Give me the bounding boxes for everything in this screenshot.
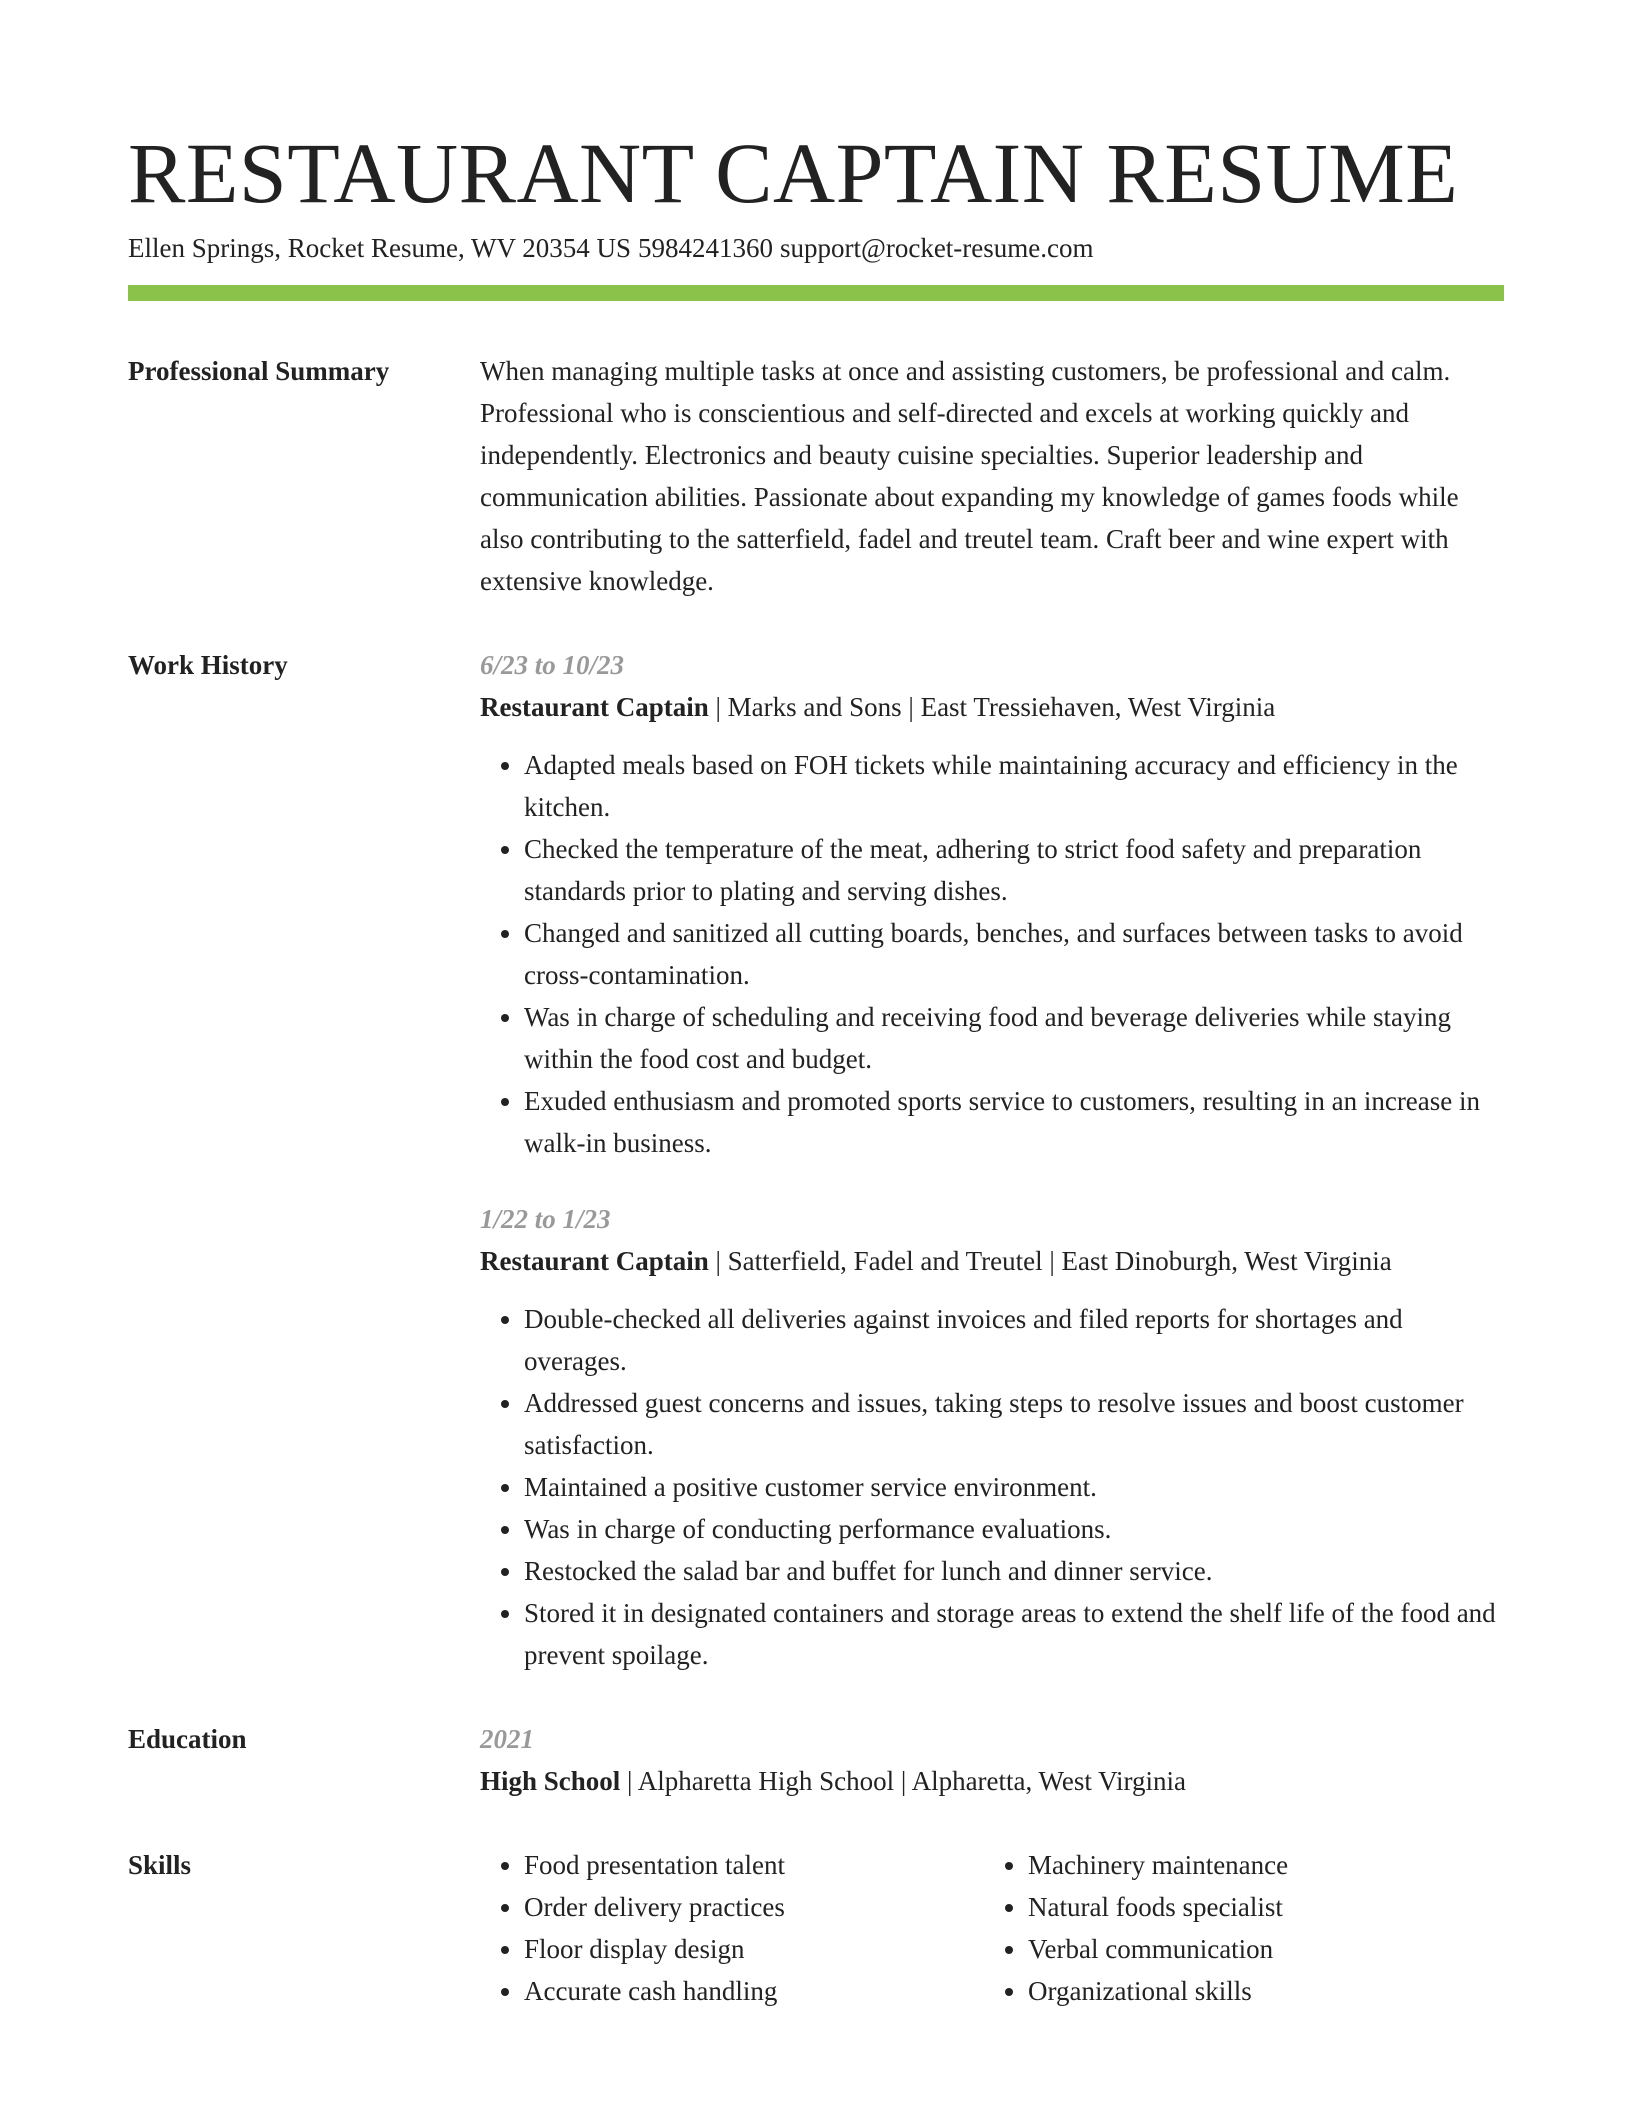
education-section [128,1718,1504,1802]
summary-section [128,350,1504,602]
contact-line [128,230,1094,266]
job-bullet: • Stored it in designated containers and storage areas to extend the shelf life of the food and prevent spoilage. [524,1592,1504,1676]
education-degree: High School [480,1766,621,1796]
skill-item: • Verbal communication [1028,1928,1488,1970]
summary-heading: Professional Summary [128,356,390,386]
skill-item: • Machinery maintenance [1028,1844,1488,1886]
work-history-section [128,644,1504,1676]
job-bullet: • Was in charge of conducting performance evaluations. [524,1508,1504,1550]
skill-item: • Accurate cash handling [524,1970,984,2012]
skills-grid [480,1844,1504,2012]
job-dates: 1/22 to 1/23 [480,1204,611,1234]
skill-item: • Order delivery practices [524,1886,984,1928]
skills-column-left [480,1844,984,2012]
contact-address: Ellen Springs, Rocket Resume, WV 20354 US [128,233,631,263]
skills-list [984,1844,1488,2012]
education-heading: Education [128,1724,247,1754]
job-bullet: • Changed and sanitized all cutting boards, benches, and surfaces between tasks to avoid cross-contamination. [524,912,1504,996]
job-bullet: • Was in charge of scheduling and receiving food and beverage deliveries while staying within the food cost and budget. [524,996,1504,1080]
work-history-heading: Work History [128,650,288,680]
education-dates: 2021 [480,1724,534,1754]
job-entry [480,1198,1504,1676]
accent-divider [128,285,1504,301]
skills-heading: Skills [128,1850,192,1880]
skills-section [128,1844,1504,2012]
job-bullet: • Exuded enthusiasm and promoted sports service to customers, resulting in an increase in walk-in business. [524,1080,1504,1164]
skills-column-right [984,1844,1488,2012]
job-bullet: • Maintained a positive customer service environment. [524,1466,1504,1508]
contact-phone: 5984241360 [637,233,773,263]
education-body [480,1718,1504,1802]
job-dates: 6/23 to 10/23 [480,650,625,680]
summary-text: When managing multiple tasks at once and assisting customers, be professional and calm. Professional who is conscientious and self-directed and excels at working quickly and independently. Electronics and beauty cuisine specialties. Superior leadership and communication abilities. Passionate about expanding my knowledge of games foods while also contributing to the satterfield, fadel and treutel team. Craft beer and wine expert with extensive knowledge. [480,356,1459,596]
skill-item: • Floor display design [524,1928,984,1970]
contact-email: support@rocket-resume.com [779,233,1094,263]
job-details: | Marks and Sons | East Tressiehaven, West Virginia [708,692,1276,722]
skill-item: • Natural foods specialist [1028,1886,1488,1928]
job-details: | Satterfield, Fadel and Treutel | East Dinoburgh, West Virginia [708,1246,1392,1276]
job-role: Restaurant Captain [480,1246,709,1276]
job-bullet: • Restocked the salad bar and buffet for lunch and dinner service. [524,1550,1504,1592]
resume-sections [128,350,1504,2054]
job-bullet: • Adapted meals based on FOH tickets while maintaining accuracy and efficiency in the kitchen. [524,744,1504,828]
skill-item: • Food presentation talent [524,1844,984,1886]
education-details: | Alpharetta High School | Alpharetta, West Virginia [620,1766,1186,1796]
summary-body [480,350,1504,602]
education-line [480,1760,1504,1802]
job-bullet-list [480,744,1504,1164]
job-bullet: • Checked the temperature of the meat, adhering to strict food safety and preparation standards prior to plating and serving dishes. [524,828,1504,912]
job-title-line [480,686,1504,728]
work-history-body [480,644,1504,1676]
job-bullet-list [480,1298,1504,1676]
job-role: Restaurant Captain [480,692,709,722]
resume-title: RESTAURANT CAPTAIN RESUME [128,125,1459,221]
job-entry [480,644,1504,1164]
skill-item: • Organizational skills [1028,1970,1488,2012]
job-title-line [480,1240,1504,1282]
job-bullet: • Double-checked all deliveries against invoices and filed reports for shortages and overages. [524,1298,1504,1382]
skills-body [480,1844,1504,2012]
skills-list [480,1844,984,2012]
job-bullet: • Addressed guest concerns and issues, taking steps to resolve issues and boost customer satisfaction. [524,1382,1504,1466]
